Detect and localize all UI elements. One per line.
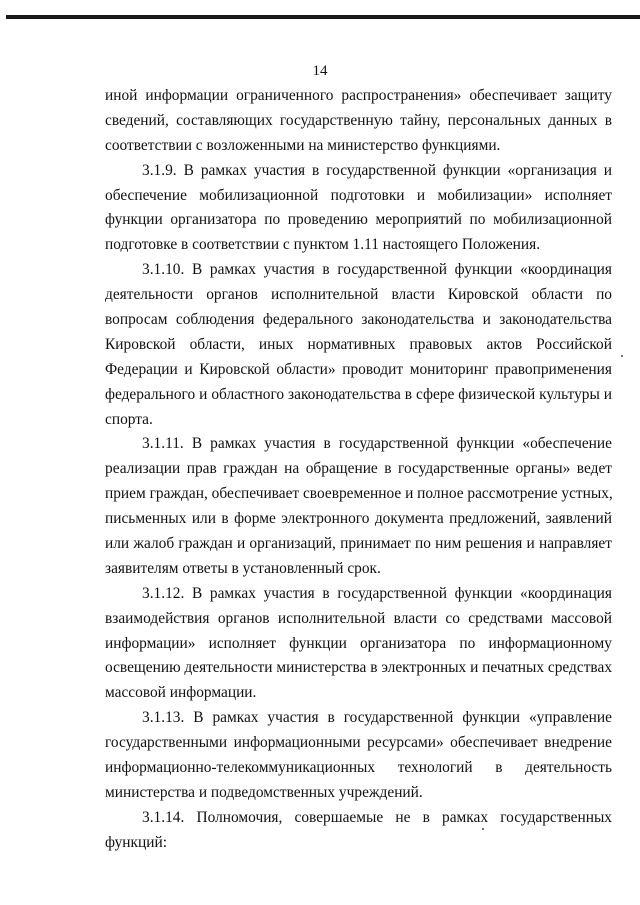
text-line: деятельности органов исполнительной власти Кировской области по <box>105 286 612 304</box>
paragraph-3-1-11-start: 3.1.11. В рамках участия в государственной функции «обеспечение <box>142 435 612 453</box>
text-line: прием граждан, обеспечивает своевременное и полное рассмотрение устных, <box>105 485 613 503</box>
text-line: иной информации ограниченного распространения» обеспечивает защиту <box>105 87 612 104</box>
page-number: 14 <box>312 63 328 79</box>
document-body <box>105 84 612 856</box>
text-line: вопросам соблюдения федерального законодательства и законодательства <box>105 311 612 329</box>
text-line: спорта. <box>105 410 153 428</box>
text-line: или жалоб граждан и организаций, принимает по ним решения и направляет <box>105 535 612 553</box>
text-line: Кировской области, иных нормативных правовых актов Российской <box>105 335 612 353</box>
paragraph-3-1-12-start: 3.1.12. В рамках участия в государственной функции «координация <box>142 584 612 602</box>
text-line: государственными информационными ресурсами» обеспечивает внедрение <box>105 734 612 752</box>
text-line: взаимодействия органов исполнительной власти со средствами массовой <box>105 609 612 627</box>
scan-speck <box>621 355 623 357</box>
text-line: функции организатора по проведению мероприятий по мобилизационной <box>105 211 612 229</box>
text-line: министерства и подведомственных учреждений. <box>105 783 423 801</box>
text-line: соответствии с возложенными на министерство функциями. <box>105 136 501 154</box>
top-border-rule <box>6 15 640 19</box>
paragraph-3-1-10-start: 3.1.10. В рамках участия в государственной функции «координация <box>142 261 612 279</box>
text-line: информации» исполняет функции организатора по информационному <box>105 634 612 652</box>
text-line: освещению деятельности министерства в электронных и печатных средствах <box>105 659 613 677</box>
text-line: массовой информации. <box>105 684 257 702</box>
text-line: письменных или в форме электронного документа предложений, заявлений <box>105 510 612 528</box>
text-line: обеспечение мобилизационной подготовки и мобилизации» исполняет <box>105 186 612 204</box>
text-line: федерального и областного законодательства в сфере физической культуры и <box>105 385 612 403</box>
paragraph-3-1-14-start: 3.1.14. Полномочия, совершаемые не в рамках государственных <box>142 808 612 826</box>
text-line: сведений, составляющих государственную тайну, персональных данных в <box>105 111 612 129</box>
paragraph-3-1-9-start: 3.1.9. В рамках участия в государственной функции «организация и <box>142 161 612 179</box>
text-line: подготовке в соответствии с пунктом 1.11 настоящего Положения. <box>105 236 541 254</box>
paragraph-3-1-13-start: 3.1.13. В рамках участия в государственной функции «управление <box>142 709 612 727</box>
text-line: Федерации и Кировской области» проводит мониторинг правоприменения <box>105 360 612 378</box>
text-line: информационно-телекоммуникационных технологий в деятельность <box>105 759 612 777</box>
text-line: функций: <box>105 833 167 851</box>
text-line: реализации прав граждан на обращение в государственные органы» ведет <box>105 460 612 478</box>
scan-speck <box>482 828 484 830</box>
text-line: заявителям ответы в установленный срок. <box>105 559 381 577</box>
